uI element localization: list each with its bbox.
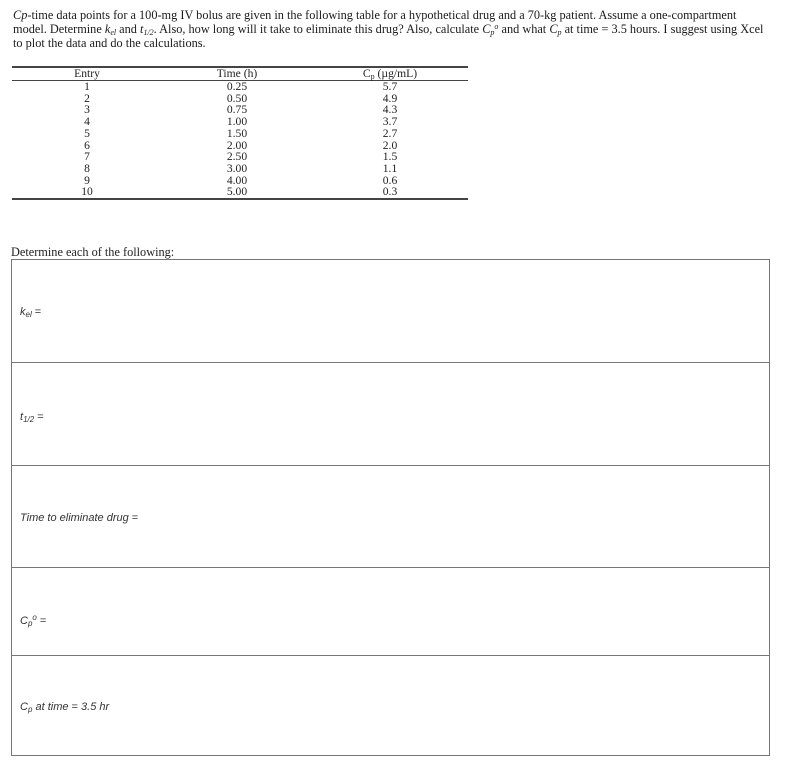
table-row: 9 4.00 0.6 (84, 173, 398, 187)
table-row: 2 0.50 4.9 (84, 91, 398, 105)
answer-box-cp0[interactable] (12, 568, 769, 656)
table-row: 6 2.00 2.0 (84, 138, 398, 152)
intro-part2: . Also, how long will it take to eliminate this drug? Also, calculate (153, 22, 483, 37)
table-row: 1 0.25 5.7 (84, 80, 398, 93)
kel-symbol: $k_{el}$ (104, 22, 117, 38)
cp0-label: $C_p^o$ = (20, 613, 47, 628)
answer-box-eliminate[interactable] (12, 466, 769, 568)
header-entry: Entry (12, 67, 162, 81)
answer-boxes (11, 259, 770, 756)
header-cp: $C_p$ (µg/mL) (312, 67, 468, 81)
cp-symbol: $C_p$ (549, 22, 562, 38)
eliminate-label: Time to eliminate drug = (20, 512, 139, 524)
intro-part3: at time = 3.5 hours. I suggest using Xcel to plot the data and do the calculations. (13, 22, 764, 51)
cp0-symbol: $C_p^o$ (482, 22, 499, 38)
answer-box-cp35[interactable] (12, 656, 769, 755)
answer-box-thalf[interactable] (12, 363, 769, 466)
table-row: 7 2.50 1.5 (84, 150, 398, 164)
header-time: Time (h) (162, 67, 312, 81)
thalf-symbol: $t_{1/2}$ (140, 22, 154, 38)
table-header-row (12, 67, 468, 81)
table-row: 4 1.00 3.7 (84, 115, 398, 129)
cp35-label: $C_p$ at time = 3.5 hr (20, 701, 110, 714)
problem-statement: Cp-time data points for a 100-mg IV bolus are given in the following table for a hypothetical drug and a 70-kg patient. Assume a one-compartment model. Determine $k_{el}$ and $t_{1/2}$. Also, how long will it take to eliminate this drug? Also, calculate $C_p^o$ and what $C_p$ at time = 3.5 hours. I suggest using Xcel to plot the data and do the calculations. (13, 8, 764, 51)
table-row: 10 5.00 0.3 (12, 186, 468, 199)
table-row: 8 3.00 1.1 (84, 161, 398, 175)
determine-heading: Determine each of the following: (11, 245, 175, 259)
data-table (12, 66, 468, 200)
kel-label: $k_{el}$ = (20, 306, 42, 319)
cp-lead: Cp (13, 8, 28, 22)
table-row: 5 1.50 2.7 (84, 126, 398, 140)
thalf-label: $t_{1/2}$ = (20, 411, 44, 424)
intro-part1: -time data points for a 100-mg IV bolus are given in the following table for a hypothetical drug and a 70-kg patient. Assume a one-compartment model. Determine (13, 8, 737, 37)
answer-box-kel[interactable] (12, 260, 769, 363)
table-row: 3 0.75 4.3 (84, 103, 398, 117)
